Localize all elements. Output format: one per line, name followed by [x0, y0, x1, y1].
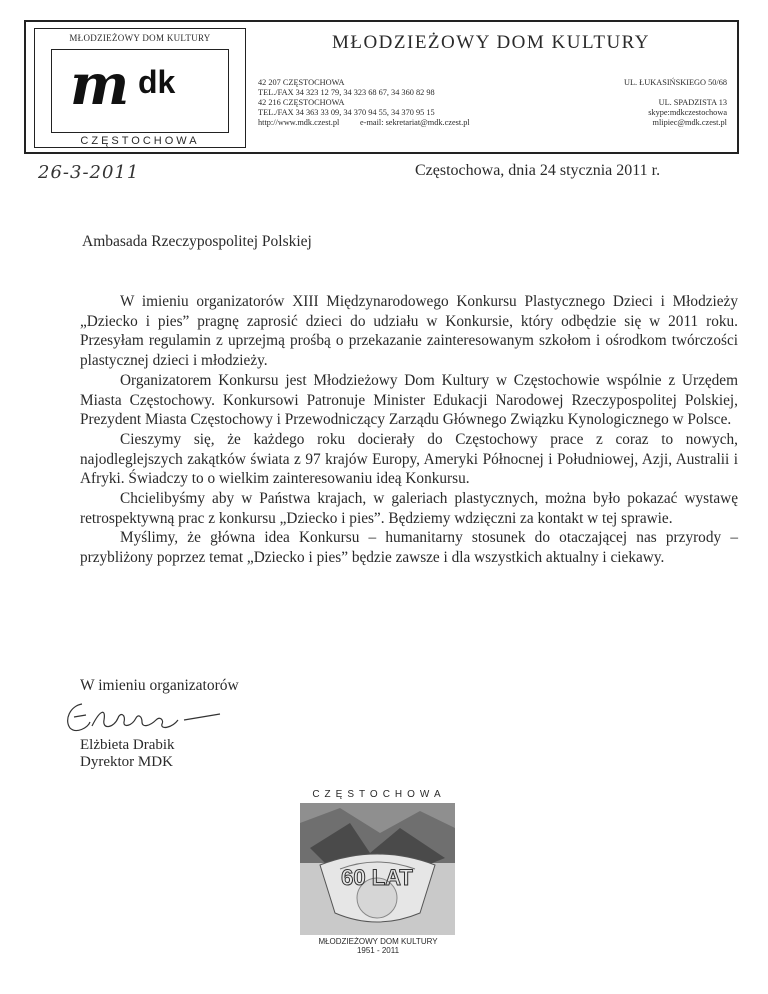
- signer-name: Elżbieta Drabik: [80, 737, 175, 753]
- contact-line: 42 207 CZĘSTOCHOWA: [258, 78, 345, 87]
- contact-line: UL. SPADZISTA 13: [658, 98, 727, 107]
- letterhead-contact-right: [624, 78, 727, 128]
- contact-line: http://www.mdk.czest.pl e-mail: sekretariat@mdk.czest.pl: [258, 118, 470, 127]
- logo-mark-m: m: [70, 52, 126, 118]
- signature: [60, 690, 240, 740]
- contact-line: UL. ŁUKASIŃSKIEGO 50/68: [623, 78, 727, 87]
- emblem-years: 1951 - 2011: [356, 946, 400, 955]
- handwritten-date: 26-3-2011: [38, 162, 140, 183]
- emblem-city: CZĘSTOCHOWA: [312, 789, 446, 800]
- contact-line: 42 216 CZĘSTOCHOWA: [258, 98, 345, 107]
- logo-mark-frame: [51, 49, 229, 133]
- paragraph: Myślimy, że główna idea Konkursu – humanitarny stosunek do otaczającej nas przyrody – przybliżony poprzez temat „Dziecko i pies” będzie zawsze i dla wszystkich aktualny i ciekawy.: [80, 529, 738, 567]
- contact-line: skype:mdkczestochowa: [648, 108, 727, 117]
- logo-mark-dk: dk: [138, 64, 176, 100]
- letterhead-title: MŁODZIEŻOWY DOM KULTURY: [331, 32, 651, 53]
- paragraph: W imieniu organizatorów XIII Międzynarodowego Konkursu Plastycznego Dzieci i Młodzieży „Dziecko i pies” pragnę zaprosić dzieci do udziału w Konkursie, który odbędzie się w 2011 roku. Przesyłam regulamin z uprzejmą prośbą o przekazanie zainteresowanym szkołom i ośrodkom twórczości plastycznej dzieci i młodzieży.: [80, 293, 738, 370]
- logo-org-name: MŁODZIEŻOWY DOM KULTURY: [69, 33, 211, 43]
- paragraph: Chcielibyśmy aby w Państwa krajach, w galeriach plastycznych, można było pokazać wystawę retrospektywną prac z konkursu „Dziecko i pies”. Będziemy wdzięczni za kontakt w tej sprawie.: [80, 490, 738, 527]
- emblem-org: MŁODZIEŻOWY DOM KULTURY: [318, 937, 438, 946]
- recipient: Ambasada Rzeczypospolitej Polskiej: [82, 233, 312, 250]
- mdk-logo: [34, 28, 246, 148]
- signer-title: Dyrektor MDK: [80, 754, 173, 770]
- anniversary-emblem: [300, 803, 455, 935]
- paragraph: Organizatorem Konkursu jest Młodzieżowy Dom Kultury w Częstochowie wspólnie z Urzędem Miasta Częstochowy. Konkursowi Patronuje Minister Edukacji Narodowej Rzeczypospolitej Polskiej, Prezydent Miasta Częstochowy i Przewodniczący Zarządu Głównego Związku Kynologicznego w Polsce.: [80, 371, 738, 429]
- paragraph: Cieszymy się, że każdego roku docierały do Częstochowy prace z coraz to nowych, najodleglejszych zakątków świata z 97 krajów Europy, Ameryki Północnej i Południowej, Azji, Australii i Afryki. Świadczy to o wielkim zainteresowaniu ideą Konkursu.: [80, 430, 738, 488]
- place-date: Częstochowa, dnia 24 stycznia 2011 r.: [415, 162, 661, 179]
- contact-line: mlipiec@mdk.czest.pl: [652, 118, 727, 127]
- logo-city: CZĘSTOCHOWA: [80, 135, 200, 147]
- emblem-badge-text: 60 LAT: [341, 865, 413, 890]
- letterhead: [24, 20, 739, 154]
- contact-line: [624, 88, 727, 98]
- contact-line: TEL./FAX 34 323 12 79, 34 323 68 67, 34 360 82 98: [258, 88, 435, 97]
- contact-line: TEL./FAX 34 363 33 09, 34 370 94 55, 34 370 95 15: [258, 108, 435, 117]
- closing: W imieniu organizatorów: [80, 677, 239, 694]
- letterhead-contact-left: [258, 78, 470, 128]
- letter-body: [80, 292, 738, 568]
